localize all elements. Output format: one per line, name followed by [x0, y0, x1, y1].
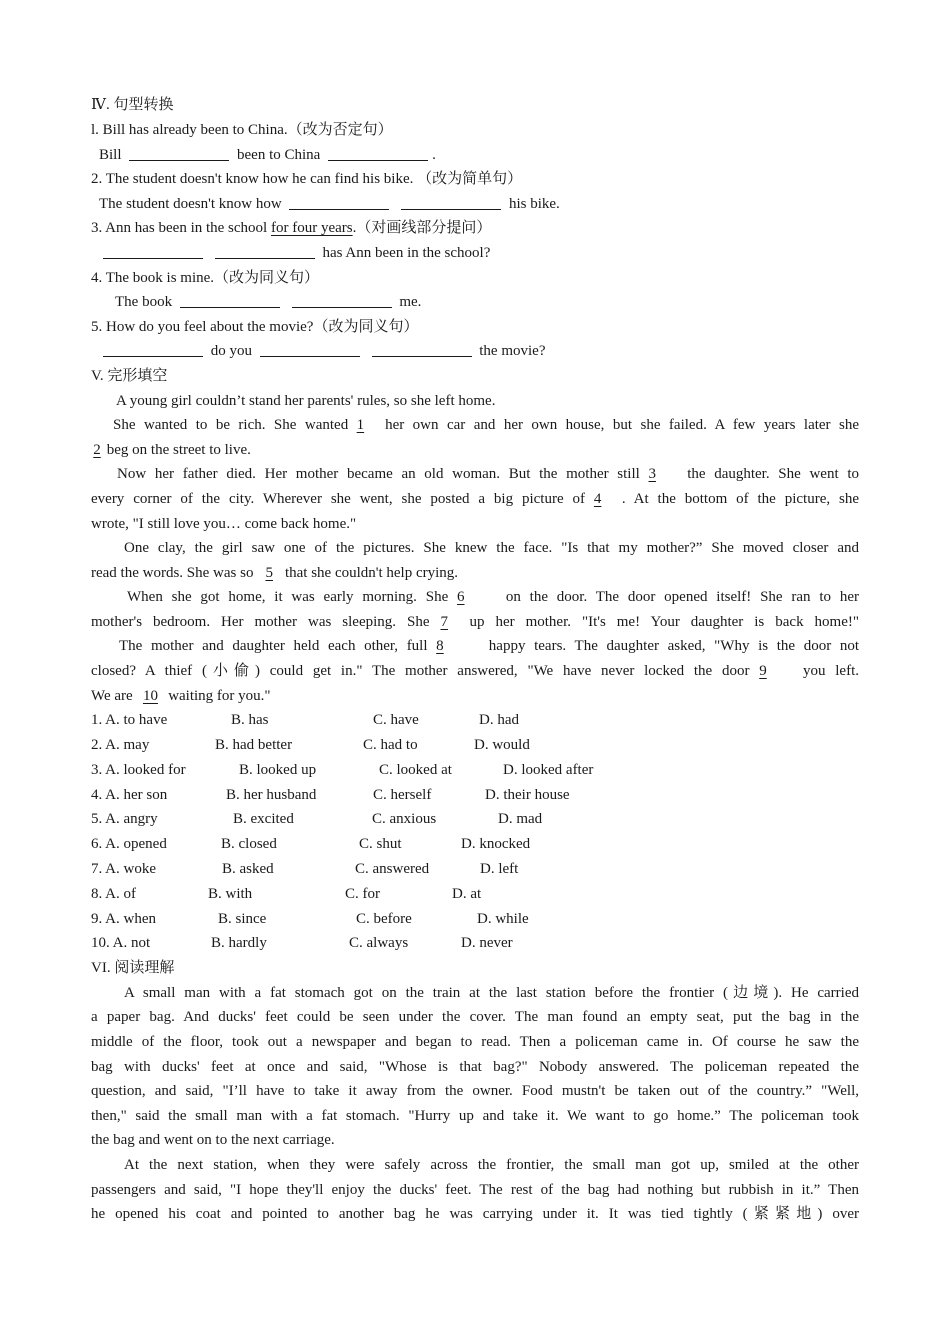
option-b: B. looked up [239, 761, 317, 778]
cloze-line [91, 684, 859, 709]
option-c: C. looked at [379, 761, 452, 778]
reading-line: passengers and said, "I hope they'll enjoy the ducks' feet. The rest of the bag had nothing but rubbish in it.” Then [91, 1181, 859, 1198]
cloze-line [91, 413, 859, 438]
option-c: C. have [373, 712, 419, 729]
cloze-line [91, 438, 859, 463]
q5-text: 5. How do you feel about the movie?（改为同义句） [91, 318, 419, 335]
answer-blank[interactable] [289, 194, 389, 210]
cloze-text: up her mother. "It's me! Your daughter is back home!" [458, 613, 859, 630]
reading-line: he opened his coat and pointed to another bag he was carrying under it. It was tied tightly (紧紧地) over [91, 1206, 859, 1223]
cloze-text: Now her father died. Her mother became an old woman. But the mother still [117, 466, 649, 483]
cloze-text: that she couldn't help crying. [281, 564, 459, 581]
cloze-line [91, 659, 859, 684]
option-a: 4. A. her son [91, 786, 168, 803]
q2-answer-pre: The student doesn't know how [99, 195, 282, 212]
cloze-text: the daughter. She went to [678, 466, 859, 483]
reading-line: middle of the floor, took out a newspaper and began to read. Then a policeman came in. Of course he saw the [91, 1034, 859, 1050]
q1-answer-pre: Bill [99, 146, 122, 163]
cloze-line: A young girl couldn’t stand her parents' rules, so she left home. [116, 392, 496, 409]
cloze-options [91, 708, 859, 956]
option-row [91, 882, 859, 907]
q3-post: .（对画线部分提问） [352, 220, 492, 237]
option-a: 7. A. woke [91, 861, 156, 878]
option-c: C. always [349, 935, 409, 952]
cloze-line [91, 610, 859, 635]
q5-answer [91, 339, 859, 364]
option-d: D. their house [485, 786, 570, 803]
answer-blank[interactable] [372, 341, 472, 357]
cloze-blank-number: 4 [593, 490, 602, 507]
cloze-blank-number: 2 [93, 441, 101, 458]
cloze-text: mother's bedroom. Her mother was sleeping. She [91, 613, 441, 630]
option-row [91, 807, 859, 832]
cloze-blank-number: 9 [759, 663, 767, 680]
option-c: C. for [345, 885, 380, 902]
q1-answer-mid: been to China [237, 146, 321, 163]
cloze-blank-number: 8 [436, 638, 444, 655]
answer-blank[interactable] [129, 145, 229, 161]
reading-line: the bag and went on to the next carriage. [91, 1132, 335, 1149]
cloze-line [91, 487, 859, 512]
cloze-text: closed? A thief (小偷) could get in." The mother answered, "We have never locked the door [91, 663, 760, 680]
option-b: B. since [218, 910, 267, 927]
cloze-text: . At the bottom of the picture, she [621, 490, 859, 507]
answer-blank[interactable] [103, 341, 203, 357]
reading-line: At the next station, when they were safely across the frontier, the small man got up, smiled at the other [124, 1156, 859, 1173]
option-b: B. has [231, 712, 269, 729]
q1-answer [91, 143, 859, 168]
cloze-text: her own car and her own house, but she failed. A few years later she [376, 417, 859, 434]
cloze-blank-number: 5 [265, 564, 273, 581]
cloze-text: She wanted to be rich. She wanted [113, 417, 357, 434]
q5-answer-end: the movie? [479, 343, 546, 360]
cloze-text: When she got home, it was early morning. She [127, 589, 458, 606]
q3-answer [91, 241, 859, 266]
option-row [91, 832, 859, 857]
answer-blank[interactable] [292, 292, 392, 308]
answer-blank[interactable] [328, 145, 428, 161]
reading-line: a paper bag. And ducks' feet could be seen under the cover. The man found an empty seat, put the bag in the [91, 1009, 859, 1026]
q2-answer-end: his bike. [508, 195, 560, 212]
option-d: D. while [477, 910, 529, 927]
option-b: B. hardly [211, 935, 267, 952]
q5-answer-mid: do you [210, 343, 252, 360]
reading-line: A small man with a fat stomach got on the train at the last station before the frontier (边境). He carried [124, 984, 859, 1001]
option-row [91, 931, 859, 956]
section-4-title: Ⅳ. 句型转换 [91, 97, 174, 113]
q4-text: 4. The book is mine.（改为同义句） [91, 269, 320, 286]
q3-pre: 3. Ann has been in the school [91, 220, 271, 237]
option-d: D. had [479, 712, 519, 729]
option-d: D. mad [498, 811, 543, 828]
option-row [91, 733, 859, 758]
option-c: C. before [356, 910, 412, 927]
answer-blank[interactable] [180, 292, 280, 308]
cloze-text: on the door. The door opened itself! She ran to her [497, 589, 859, 606]
option-a: 1. A. to have [91, 712, 168, 729]
section-6-title: VI. 阅读理解 [91, 960, 175, 977]
cloze-text: read the words. She was so [91, 564, 258, 581]
cloze-line: One clay, the girl saw one of the pictures. She knew the face. "Is that my mother?” She moved closer and [124, 540, 859, 557]
q2-answer [91, 192, 859, 217]
section-5-title: V. 完形填空 [91, 367, 168, 384]
option-b: B. with [208, 885, 253, 902]
cloze-line: wrote, "I still love you… come back home." [91, 515, 357, 532]
option-c: C. answered [355, 861, 430, 878]
cloze-text: you left. [793, 663, 859, 680]
option-row [91, 857, 859, 882]
cloze-line [91, 585, 859, 610]
option-c: C. anxious [372, 811, 437, 828]
q4-answer [91, 290, 859, 315]
q3-underlined: for four years [270, 220, 353, 237]
option-row [91, 783, 859, 808]
cloze-text: We are [91, 687, 137, 704]
option-d: D. knocked [461, 836, 531, 853]
q4-answer-end: me. [399, 294, 422, 311]
q3-text [91, 216, 859, 241]
cloze-blank-number: 6 [457, 589, 465, 606]
option-b: B. her husband [226, 786, 317, 803]
worksheet-page [91, 92, 859, 1227]
option-d: D. at [452, 885, 482, 902]
option-a: 5. A. angry [91, 811, 158, 828]
option-a: 10. A. not [91, 935, 151, 952]
answer-blank[interactable] [260, 341, 360, 357]
option-a: 3. A. looked for [91, 761, 186, 778]
q1-answer-end: . [432, 146, 436, 163]
cloze-blank-number: 10 [142, 687, 158, 704]
option-a: 8. A. of [91, 885, 136, 902]
cloze-text: waiting for you." [164, 687, 271, 704]
cloze-blank-number: 7 [440, 613, 448, 630]
option-row [91, 708, 859, 733]
q3-answer-end: has Ann been in the school? [322, 244, 491, 261]
option-d: D. never [461, 935, 513, 952]
option-d: D. would [474, 737, 530, 754]
q1-text: l. Bill has already been to China.（改为否定句） [91, 122, 393, 138]
cloze-text: beg on the street to live. [103, 441, 251, 458]
q2-text: 2. The student doesn't know how he can find his bike. （改为简单句） [91, 171, 523, 188]
option-a: 9. A. when [91, 910, 156, 927]
cloze-blank-number: 3 [648, 466, 656, 483]
option-d: D. looked after [503, 761, 594, 778]
option-c: C. herself [373, 786, 432, 803]
answer-blank[interactable] [401, 194, 501, 210]
option-row [91, 907, 859, 932]
cloze-text: The mother and daughter held each other, full [119, 638, 437, 655]
option-b: B. closed [221, 836, 277, 853]
reading-line: bag with ducks' feet at once and said, "Whose is that bag?" Nobody answered. The policeman repeated the [91, 1058, 859, 1075]
option-b: B. had better [215, 737, 293, 754]
option-row [91, 758, 859, 783]
answer-blank[interactable] [103, 243, 203, 259]
reading-line: then," said the small man with a fat stomach. "Hurry up and take it. We want to go home.” The policeman took [91, 1107, 859, 1124]
reading-line: question, and said, "I’ll have to take it away from the owner. Food mustn't be taken out of the country.” "Well, [91, 1083, 859, 1100]
option-a: 6. A. opened [91, 836, 167, 853]
option-b: B. asked [222, 861, 274, 878]
option-b: B. excited [233, 811, 294, 828]
cloze-text: happy tears. The daughter asked, "Why is the door not [480, 638, 859, 655]
answer-blank[interactable] [215, 243, 315, 259]
cloze-line [91, 634, 859, 659]
q4-answer-pre: The book [115, 294, 173, 311]
option-a: 2. A. may [91, 737, 150, 754]
option-c: C. shut [359, 836, 402, 853]
cloze-line [91, 462, 859, 487]
cloze-text: every corner of the city. Wherever she went, she posted a big picture of [91, 490, 594, 507]
cloze-line [91, 561, 859, 586]
cloze-blank-number: 1 [356, 417, 365, 434]
option-d: D. left [480, 861, 519, 878]
option-c: C. had to [363, 737, 418, 754]
